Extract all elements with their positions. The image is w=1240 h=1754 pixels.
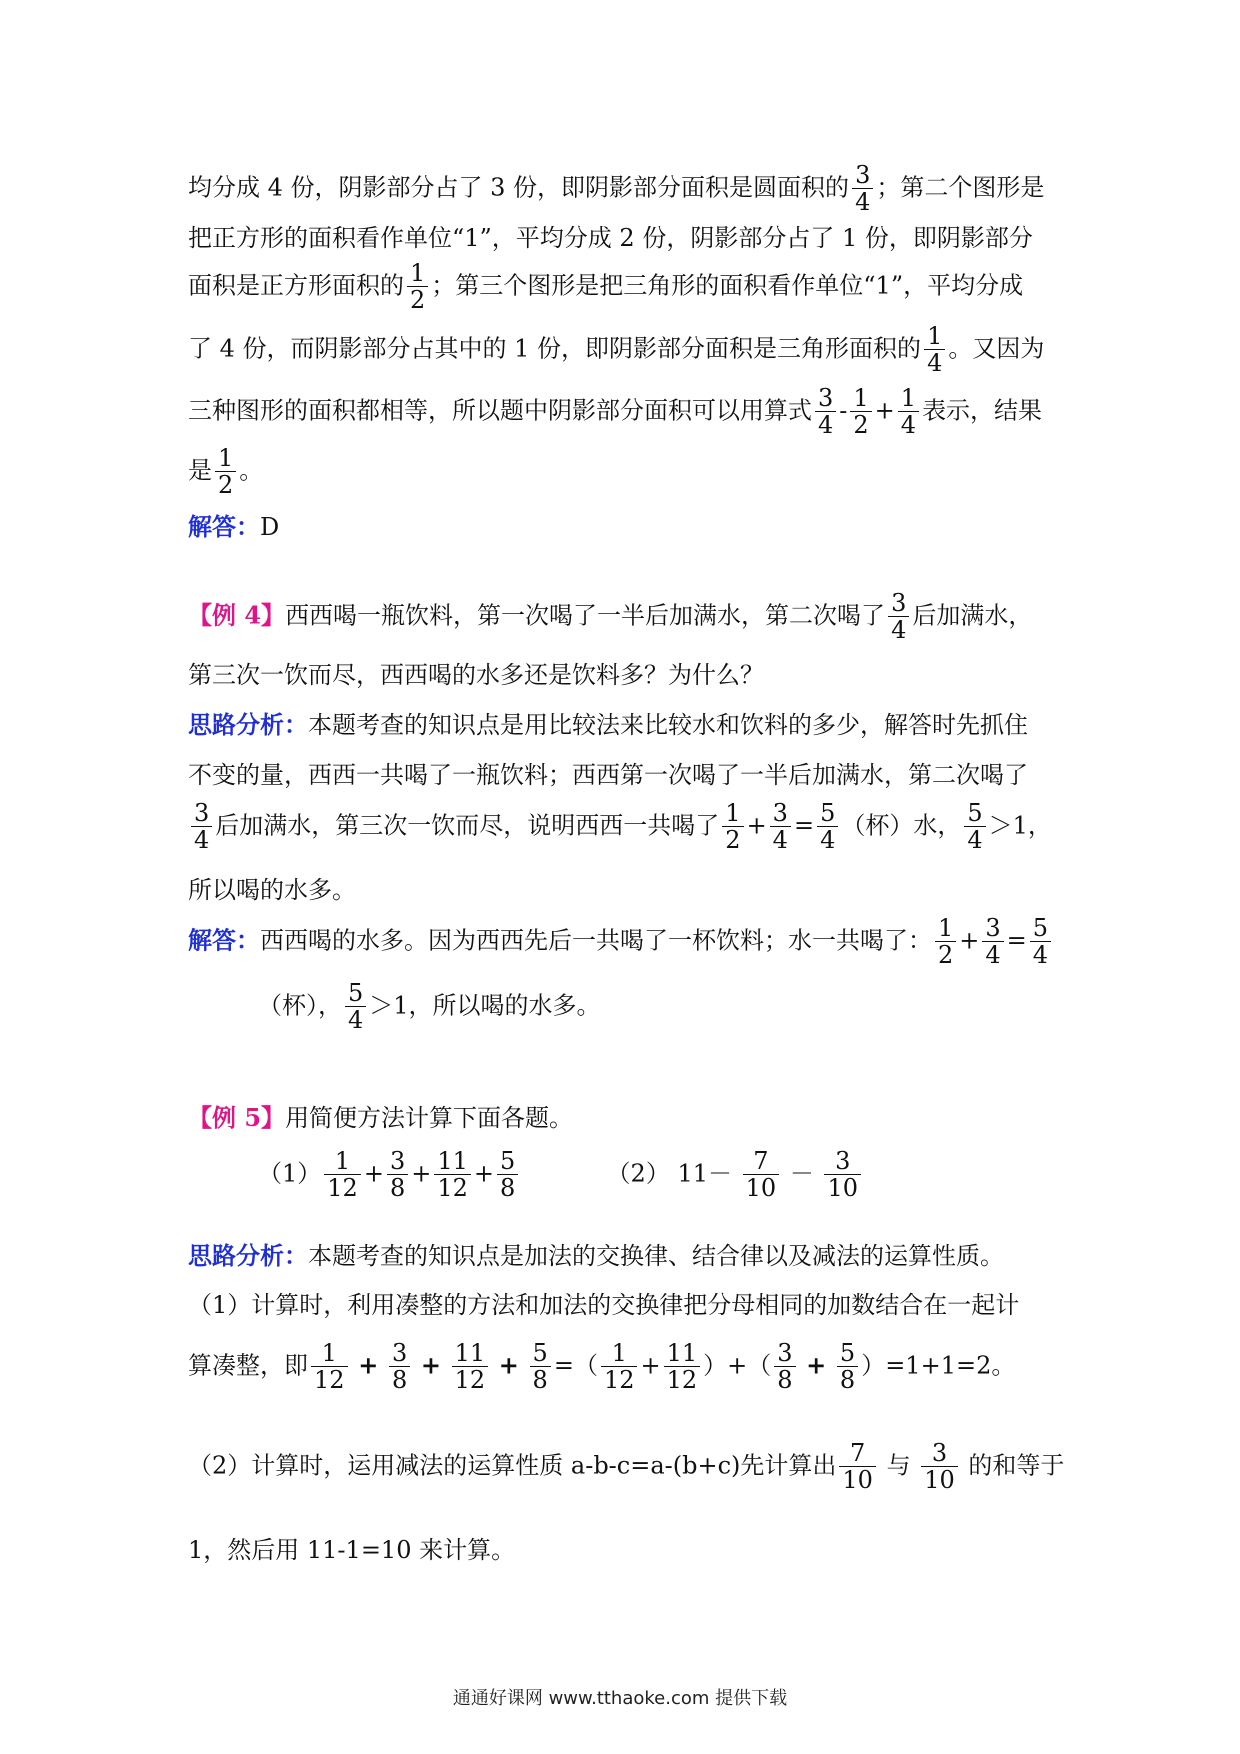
text: 所以喝的水多。 xyxy=(188,876,356,904)
fraction: $\frac{1}{12}$ xyxy=(601,1340,638,1394)
fraction: $\frac{3}{4}$ xyxy=(191,800,212,854)
text: ）=1+1=2。 xyxy=(861,1351,1016,1380)
text-line xyxy=(188,1530,515,1565)
text: 后加满水，第三次一饮而尽，说明西西一共喝了 xyxy=(215,811,720,840)
fraction: $\frac{1}{4}$ xyxy=(924,323,945,377)
text: 西西喝一瓶饮料，第一次喝了一半后加满水，第二次喝了 xyxy=(285,601,886,630)
example-4-question xyxy=(188,590,1032,644)
fraction: $\frac{3}{4}$ xyxy=(852,162,873,216)
text: 三种图形的面积都相等，所以题中阴影部分面积可以用算式 xyxy=(188,396,812,425)
fraction: $\frac{1}{12}$ xyxy=(324,1148,361,1202)
text: 把正方形的面积看作单位“1”，平均分成 2 份，阴影部分占了 1 份，即阴影部分 xyxy=(188,224,1033,252)
operator: + xyxy=(746,811,767,840)
text: （杯）水， xyxy=(841,811,962,840)
fraction: $\frac{5}{4}$ xyxy=(345,980,366,1034)
fraction: $\frac{11}{12}$ xyxy=(664,1340,701,1394)
text: ＞1， xyxy=(988,811,1052,840)
text: ；第三个图形是把三角形的面积看作单位“1”，平均分成 xyxy=(431,271,1024,300)
analysis-label: 思路分析： xyxy=(188,1241,308,1270)
text: 的和等于 xyxy=(968,1451,1065,1480)
operator: + xyxy=(411,1159,432,1188)
fraction: $\frac{1}{2}$ xyxy=(935,915,956,969)
text-line xyxy=(188,655,764,690)
text-line xyxy=(188,1285,1019,1320)
text-line xyxy=(188,323,1044,377)
text: 用简便方法计算下面各题。 xyxy=(285,1104,574,1132)
operator: + xyxy=(806,1350,827,1380)
fraction: $\frac{1}{2}$ xyxy=(407,260,428,314)
text: =（ xyxy=(553,1351,598,1380)
fraction: $\frac{3}{4}$ xyxy=(815,385,836,439)
fraction: $\frac{3}{8}$ xyxy=(387,1148,408,1202)
analysis-line xyxy=(188,1236,1004,1271)
operator: + xyxy=(363,1159,384,1188)
text: 是 xyxy=(188,456,212,485)
text: 与 xyxy=(886,1451,911,1480)
text: 后加满水， xyxy=(912,601,1033,630)
text: 面积是正方形面积的 xyxy=(188,271,404,300)
answer-label: 解答： xyxy=(188,512,260,541)
operator: + xyxy=(874,396,895,425)
text-line xyxy=(188,870,356,905)
problem-2-label: （2） xyxy=(606,1159,670,1188)
text: 本题考查的知识点是用比较法来比较水和饮料的多少，解答时先抓住 xyxy=(308,711,1028,739)
fraction: $\frac{5}{8}$ xyxy=(497,1148,518,1202)
text-line xyxy=(258,980,601,1034)
operator: + xyxy=(473,1159,494,1188)
text: ；第二个图形是 xyxy=(876,173,1045,202)
operator: + xyxy=(498,1350,519,1380)
text: 1，然后用 11-1=10 来计算。 xyxy=(188,1536,516,1564)
fraction: $\frac{11}{12}$ xyxy=(452,1340,489,1394)
example-label: 【例 5】 xyxy=(188,1103,286,1132)
text: ＞1，所以喝的水多。 xyxy=(369,991,601,1020)
text: 了 4 份，而阴影部分占其中的 1 份，即阴影部分面积是三角形面积的 xyxy=(188,334,922,363)
text-line xyxy=(188,755,1028,790)
operator: + xyxy=(358,1350,379,1380)
text-line xyxy=(188,445,263,499)
fraction: $\frac{3}{10}$ xyxy=(824,1148,861,1202)
text: 均分成 4 份，阴影部分占了 3 份，即阴影部分面积是圆面积的 xyxy=(188,173,850,202)
text: 西西喝的水多。因为西西先后一共喝了一杯饮料；水一共喝了： xyxy=(260,926,932,955)
fraction: $\frac{3}{8}$ xyxy=(774,1340,795,1394)
text-line xyxy=(188,260,1023,314)
example-label: 【例 4】 xyxy=(188,600,286,630)
analysis-line xyxy=(188,705,1028,740)
text-line xyxy=(188,385,1042,439)
text: 表示，结果 xyxy=(922,396,1043,425)
text: （1）计算时，利用凑整的方法和加法的交换律把分母相同的加数结合在一起计 xyxy=(188,1291,1020,1319)
answer-text: D xyxy=(260,513,280,541)
fraction: $\frac{11}{12}$ xyxy=(434,1148,471,1202)
text-line xyxy=(188,162,1044,216)
answer-line xyxy=(188,507,279,542)
answer-line xyxy=(188,915,1054,969)
text: 第三次一饮而尽，西西喝的水多还是饮料多？为什么？ xyxy=(188,661,764,689)
text: 11－ xyxy=(677,1159,733,1188)
answer-label: 解答： xyxy=(188,925,260,955)
operator: = xyxy=(793,811,815,840)
fraction: $\frac{7}{10}$ xyxy=(743,1148,780,1202)
fraction: $\frac{1}{2}$ xyxy=(850,385,871,439)
operator: = xyxy=(1006,926,1027,955)
fraction: $\frac{3}{4}$ xyxy=(888,590,909,644)
fraction: $\frac{3}{4}$ xyxy=(982,915,1003,969)
text-line xyxy=(188,800,1052,854)
text-line xyxy=(188,1340,1015,1394)
text: 。 xyxy=(239,456,264,485)
text: 本题考查的知识点是加法的交换律、结合律以及减法的运算性质。 xyxy=(308,1242,1004,1270)
text-line xyxy=(188,1440,1064,1494)
fraction: $\frac{5}{8}$ xyxy=(530,1340,551,1394)
fraction: $\frac{3}{10}$ xyxy=(921,1440,958,1494)
fraction: $\frac{1}{2}$ xyxy=(215,445,236,499)
fraction: $\frac{3}{8}$ xyxy=(389,1340,410,1394)
example-5-question xyxy=(188,1098,573,1133)
operator: - xyxy=(839,396,848,425)
text: （杯）， xyxy=(258,991,342,1020)
operator: － xyxy=(789,1159,814,1188)
fraction: $\frac{7}{10}$ xyxy=(839,1440,876,1494)
analysis-label: 思路分析： xyxy=(188,710,308,739)
fraction: $\frac{1}{4}$ xyxy=(898,385,919,439)
text: 不变的量，西西一共喝了一瓶饮料；西西第一次喝了一半后加满水，第二次喝了 xyxy=(188,761,1028,789)
fraction: $\frac{5}{4}$ xyxy=(964,800,985,854)
operator: + xyxy=(959,926,980,955)
text-line xyxy=(188,218,1033,253)
problem-1-label: （1） xyxy=(258,1159,322,1188)
text: 算凑整，即 xyxy=(188,1351,308,1380)
fraction: $\frac{5}{4}$ xyxy=(1030,915,1051,969)
fraction: $\frac{1}{2}$ xyxy=(722,800,743,854)
fraction: $\frac{3}{4}$ xyxy=(770,800,791,854)
operator: + xyxy=(640,1351,661,1380)
problem-line xyxy=(258,1148,864,1202)
operator: + xyxy=(420,1350,441,1380)
text: ）+（ xyxy=(703,1351,772,1380)
text: （2）计算时，运用减法的运算性质 a-b-c=a-(b+c)先计算出 xyxy=(188,1451,837,1480)
fraction: $\frac{5}{8}$ xyxy=(837,1340,858,1394)
fraction: $\frac{1}{12}$ xyxy=(311,1340,348,1394)
text: 。又因为 xyxy=(948,334,1045,363)
page-footer: 通通好课网 www.tthaoke.com 提供下载 xyxy=(452,1688,788,1709)
fraction: $\frac{5}{4}$ xyxy=(817,800,838,854)
